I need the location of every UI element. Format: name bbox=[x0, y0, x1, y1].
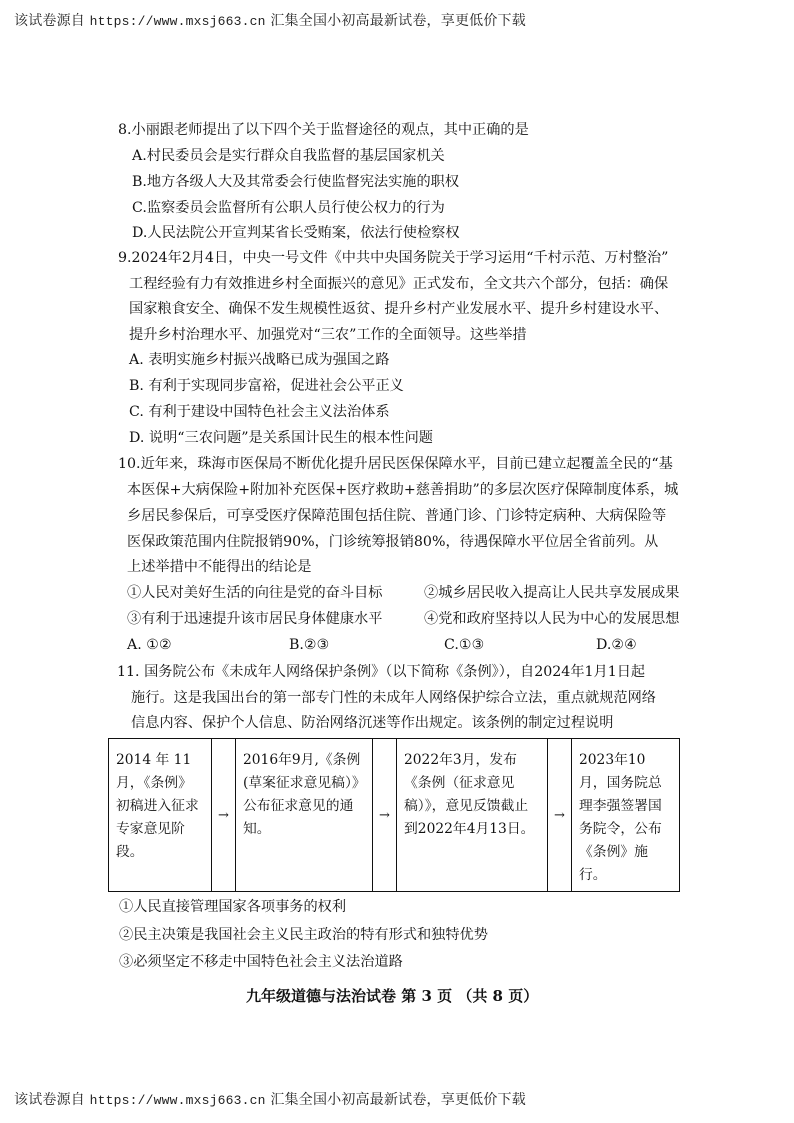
banner-prefix: 该试卷源自 bbox=[14, 13, 85, 29]
process-step-3: 2022年3月，发布《条例（征求意见稿）》，意见反馈截止到2022年4月13日。 bbox=[397, 739, 548, 892]
q10-choice-a: A. ①② bbox=[127, 637, 172, 653]
q9-line-2: 工程经验有力有效推进乡村全面振兴的意见》正式发布，全文共六个部分，包括：确保 bbox=[129, 276, 669, 292]
q11-statement-1: ①人民直接管理国家各项事务的权利 bbox=[119, 899, 347, 915]
q10-line-4: 医保政策范围内住院报销90%，门诊统筹报销80%，待遇保障水平位居全省前列。从 bbox=[127, 534, 659, 550]
q8-option-b: B.地方各级人大及其常委会行使监督宪法实施的职权 bbox=[132, 174, 460, 190]
arrow-icon: → bbox=[548, 739, 572, 892]
q11-line-1: 11. 国务院公布《未成年人网络保护条例》（以下简称《条例》），自2024年1月1日起 bbox=[117, 664, 646, 680]
q11-line-2: 施行。这是我国出台的第一部专门性的未成年人网络保护综合立法，重点就规范网络 bbox=[131, 690, 656, 706]
q11-line-3: 信息内容、保护个人信息、防治网络沉迷等作出规定。该条例的制定过程说明 bbox=[131, 715, 614, 731]
source-banner-top bbox=[14, 10, 526, 30]
q9-line-1: 9.2024年2月4日，中央一号文件《中共中央国务院关于学习运用“千村示范、万村整治” bbox=[118, 250, 669, 266]
q8-option-a: A.村民委员会是实行群众自我监督的基层国家机关 bbox=[132, 148, 445, 164]
process-step-1: 2014 年 11 月，《条例》初稿进入征求专家意见阶段。 bbox=[109, 739, 212, 892]
q10-line-5: 上述举措中不能得出的结论是 bbox=[127, 559, 312, 575]
process-step-2: 2016年9月,《条例(草案征求意见稿）》公布征求意见的通知。 bbox=[236, 739, 373, 892]
q9-option-b: B. 有利于实现同步富裕，促进社会公平正义 bbox=[129, 378, 404, 394]
q10-statement-1: ①人民对美好生活的向往是党的奋斗目标 bbox=[127, 585, 383, 601]
q9-option-d: D. 说明“三农问题”是关系国计民生的根本性问题 bbox=[129, 430, 433, 446]
arrow-icon: → bbox=[212, 739, 236, 892]
q10-choice-b: B.②③ bbox=[289, 637, 330, 653]
q10-statement-3: ③有利于迅速提升该市居民身体健康水平 bbox=[127, 611, 383, 627]
q11-statement-2: ②民主决策是我国社会主义民主政治的特有形式和独特优势 bbox=[119, 927, 488, 943]
q10-statement-2: ②城乡居民收入提高让人民共享发展成果 bbox=[424, 585, 680, 601]
q9-line-4: 提升乡村治理水平、加强党对“三农”工作的全面领导。这些举措 bbox=[129, 327, 527, 343]
arrow-icon: → bbox=[373, 739, 397, 892]
q10-choice-d: D.②④ bbox=[596, 637, 637, 653]
q9-line-3: 国家粮食安全、确保不发生规模性返贫、提升乡村产业发展水平、提升乡村建设水平、 bbox=[129, 301, 669, 317]
q8-option-c: C.监察委员会监督所有公职人员行使公权力的行为 bbox=[132, 200, 445, 216]
q10-statement-4: ④党和政府坚持以人民为中心的发展思想 bbox=[424, 611, 680, 627]
q10-line-1: 10.近年来，珠海市医保局不断优化提升居民医保保障水平，目前已建立起覆盖全民的“基 bbox=[118, 456, 673, 472]
page-footer: 九年级道德与法治试卷 第 3 页 （共 8 页） bbox=[246, 987, 539, 1005]
source-banner-bottom bbox=[14, 1089, 526, 1109]
q10-line-3: 乡居民参保后，可享受医疗保障范围包括住院、普通门诊、门诊特定病种、大病保险等 bbox=[127, 508, 667, 524]
banner-url[interactable]: https://www.mxsj663.cn bbox=[89, 14, 266, 29]
q10-line-2: 本医保+大病保险+附加补充医保+医疗救助+慈善捐助”的多层次医疗保障制度体系，城 bbox=[127, 482, 679, 498]
process-step-4: 2023年10月，国务院总理李强签署国务院令，公布《条例》施行。 bbox=[572, 739, 680, 892]
banner-prefix: 该试卷源自 bbox=[14, 1092, 85, 1108]
q11-statement-3: ③必须坚定不移走中国特色社会主义法治道路 bbox=[119, 954, 403, 970]
q8-option-d: D.人民法院公开宣判某省长受贿案，依法行使检察权 bbox=[132, 225, 460, 241]
banner-url[interactable]: https://www.mxsj663.cn bbox=[89, 1093, 266, 1108]
q8-stem: 8.小丽跟老师提出了以下四个关于监督途径的观点，其中正确的是 bbox=[118, 122, 529, 138]
q9-option-c: C. 有利于建设中国特色社会主义法治体系 bbox=[129, 404, 390, 420]
q10-choice-c: C.①③ bbox=[444, 637, 485, 653]
banner-suffix: 汇集全国小初高最新试卷，享更低价下载 bbox=[270, 1092, 526, 1108]
legislation-process-table bbox=[108, 738, 680, 892]
banner-suffix: 汇集全国小初高最新试卷，享更低价下载 bbox=[270, 13, 526, 29]
q9-option-a: A. 表明实施乡村振兴战略已成为强国之路 bbox=[129, 352, 390, 368]
